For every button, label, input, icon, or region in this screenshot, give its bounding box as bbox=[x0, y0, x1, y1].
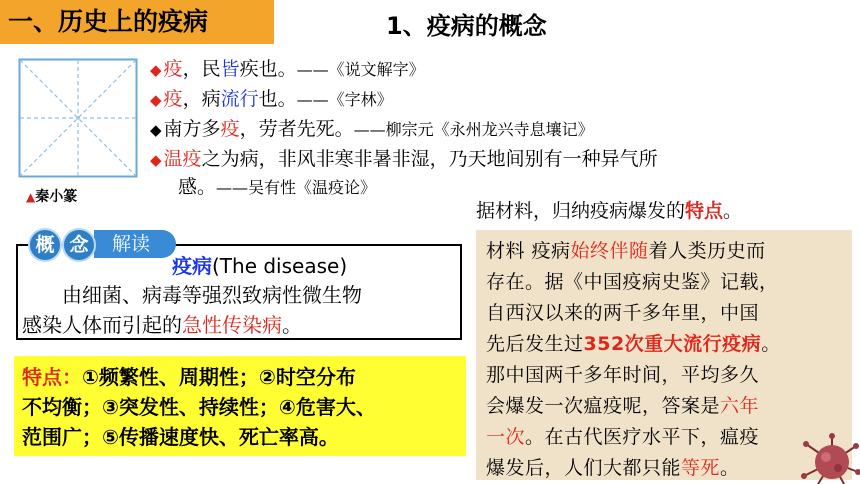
quote-line bbox=[150, 116, 594, 143]
quote-line bbox=[178, 174, 376, 201]
quote-line bbox=[150, 146, 658, 173]
definition-line-1: 由细菌、病毒等强烈致病性微生物 bbox=[22, 283, 362, 307]
material-line-8: 爆发后，人们大都只能等死。 bbox=[486, 457, 740, 479]
badge-tail-label: 解读 bbox=[94, 230, 176, 258]
quote-text: 疫 bbox=[163, 88, 183, 110]
prompt-keyword: 特点 bbox=[685, 200, 724, 222]
material-line-1: 材料 疫病始终伴随着人类历史而 bbox=[486, 240, 766, 262]
mizi-grid-box bbox=[18, 58, 138, 178]
material-line-2: 存在。据《中国疫病史鉴》记载， bbox=[486, 271, 779, 293]
concept-term bbox=[172, 250, 347, 279]
grid-caption-text: 秦小篆 bbox=[35, 189, 78, 205]
quote-text: 也。 bbox=[258, 88, 297, 110]
prompt-after: 。 bbox=[723, 200, 743, 222]
material-line-7: 一次。在古代医疗水平下，瘟疫 bbox=[486, 426, 760, 448]
quote-text: 流行 bbox=[220, 88, 259, 110]
diamond-bullet-icon: ◆ bbox=[150, 121, 162, 139]
question-prompt bbox=[476, 196, 742, 223]
quote-text: 疾也。 bbox=[239, 58, 297, 80]
quote-source: ——《说文解字》 bbox=[296, 60, 425, 79]
diamond-bullet-icon: ◆ bbox=[150, 61, 162, 79]
material-line-5: 那中国两千多年时间，平均多久 bbox=[486, 364, 760, 386]
definition-line-2: 感染人体而引起的急性传染病。 bbox=[22, 313, 302, 337]
features-box bbox=[14, 356, 466, 456]
quote-line bbox=[150, 86, 393, 113]
concept-term-en: (The disease) bbox=[212, 254, 348, 278]
material-line-4: 先后发生过352次重大流行疫病。 bbox=[486, 333, 781, 355]
prompt-before: 据材料，归纳疫病爆发的 bbox=[476, 200, 686, 222]
quote-text: 感。 bbox=[178, 176, 217, 198]
quote-text: ，病 bbox=[182, 88, 221, 110]
features-line-2: 不均衡；③突发性、持续性；④危害大、 bbox=[22, 395, 376, 419]
virus-icon bbox=[792, 432, 860, 484]
quote-text: 皆 bbox=[220, 58, 240, 80]
quote-source: ——柳宗元《永州龙兴寺息壤记》 bbox=[353, 120, 594, 139]
diamond-bullet-icon: ◆ bbox=[150, 91, 162, 109]
quote-text: 疫 bbox=[220, 118, 240, 140]
quote-text: 南方多 bbox=[163, 118, 221, 140]
section-title: 一、历史上的疫病 bbox=[0, 0, 274, 44]
features-line-3: 范围广；⑤传播速度快、死亡率高。 bbox=[22, 425, 339, 449]
concept-term-zh: 疫病 bbox=[172, 254, 212, 278]
grid-caption bbox=[26, 186, 77, 206]
quote-source: ——《字林》 bbox=[296, 90, 393, 109]
definition-highlight: 急性传染病 bbox=[182, 313, 282, 337]
quote-text: 之为病，非风非寒非暑非湿，乃天地间别有一种异气所 bbox=[201, 148, 658, 170]
quote-text: ，民 bbox=[182, 58, 221, 80]
quote-text: ，劳者先死。 bbox=[239, 118, 354, 140]
features-line-1: ①频繁性、周期性；②时空分布 bbox=[82, 365, 356, 389]
quote-text: 疫 bbox=[163, 58, 183, 80]
quote-source: ——吴有性《温疫论》 bbox=[216, 178, 377, 197]
concept-badge bbox=[28, 226, 174, 264]
quote-line bbox=[150, 56, 425, 83]
features-label: 特点： bbox=[22, 365, 82, 389]
badge-char-2: 念 bbox=[62, 228, 96, 262]
concept-definition bbox=[22, 280, 458, 340]
slide-subtitle: 1、疫病的概念 bbox=[386, 12, 547, 40]
badge-char-1: 概 bbox=[28, 228, 62, 262]
material-line-3: 自西汉以来的两千多年里，中国 bbox=[486, 302, 760, 324]
material-line-6: 会爆发一次瘟疫呢，答案是六年 bbox=[486, 395, 760, 417]
quote-text: 温疫 bbox=[163, 148, 202, 170]
triangle-marker-icon: ▲ bbox=[26, 190, 36, 204]
diamond-bullet-icon: ◆ bbox=[150, 151, 162, 169]
